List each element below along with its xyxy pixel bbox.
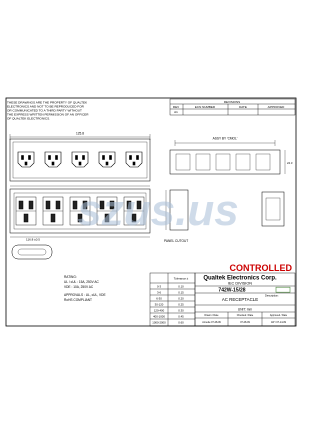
notice-line: THE EXPRESS WRITTEN PERMISSION OF AN OFFICER xyxy=(7,112,89,117)
tolerance-range: 30-120 xyxy=(154,302,164,307)
tolerance-range: 1000-2000 xyxy=(152,320,166,325)
approval-header: Approved / Date xyxy=(269,314,288,317)
tolerance-range: 3-6 xyxy=(156,290,162,295)
outlet xyxy=(18,152,34,167)
revisions-header: APPROVED xyxy=(267,104,285,109)
side-profile xyxy=(12,245,52,259)
tolerance-range: 400-1000 xyxy=(153,314,165,319)
outlet xyxy=(99,152,115,167)
panel-cutout-label: PANEL CUTOUT xyxy=(164,239,189,243)
assembly-label: ASSY BY 'CMOL' xyxy=(212,136,238,141)
tolerance-range: 0-3 xyxy=(156,284,162,289)
approval-header: Drawn / Date xyxy=(204,314,219,317)
tolerance-value: 0.60 xyxy=(178,320,184,325)
ratings-block xyxy=(64,275,106,302)
division-name: IEC DIVISION xyxy=(227,281,253,286)
tolerance-range: 120-400 xyxy=(153,308,165,313)
outlet xyxy=(72,152,88,167)
watermark: szus.us xyxy=(77,186,239,235)
part-number: 742W-15/28 xyxy=(218,287,246,294)
approval-value: 07-28-09 xyxy=(240,321,250,324)
revisions-header: DATE xyxy=(239,104,247,109)
controlled-stamp: CONTROLLED xyxy=(229,263,292,273)
revisions-cell: A1 xyxy=(174,110,178,114)
outlet xyxy=(126,152,142,167)
description: AC RECEPTACLE xyxy=(221,296,259,302)
notice-line: THESE DRAWINGS ARE THE PROPERTY OF QUALTEK xyxy=(7,100,88,105)
approval-value: Annette 07-28-09 xyxy=(202,321,221,324)
side-view xyxy=(170,140,285,174)
rating-line: RATING: xyxy=(64,275,77,279)
tolerance-value: 0.45 xyxy=(178,314,184,319)
revisions-header: REV xyxy=(172,104,180,109)
revisions-title: REVISIONS xyxy=(223,99,241,104)
tolerance-value: 0.25 xyxy=(178,302,184,307)
overall-width-label: 125.8 xyxy=(76,131,84,136)
outlet xyxy=(45,152,61,167)
side-height-label: 24.3 xyxy=(287,161,293,165)
tolerance-value: 0.10 xyxy=(178,284,184,289)
proprietary-notice xyxy=(7,101,89,121)
description-label: Description: xyxy=(265,294,279,298)
company-name: Qualtek Electronics Corp. xyxy=(203,275,277,282)
unit-label: UNIT: mm xyxy=(237,307,253,312)
rating-line: UL / cUL : 15A, 250V AC xyxy=(64,280,99,284)
approval-value: JW / 07-14-09 xyxy=(270,321,287,324)
rating-line: VDE : 10A, 250V AC xyxy=(64,285,94,289)
bottom-width-label: 116.8 ±0.5 xyxy=(26,237,40,242)
rating-line: RoHS COMPLIANT xyxy=(64,298,92,302)
revisions-header: ECN NUMBER xyxy=(194,104,216,109)
approval-header: Checked / Date xyxy=(236,314,254,317)
outlet-row-top xyxy=(18,152,142,167)
strip-outline xyxy=(10,139,150,181)
terminal-block xyxy=(16,197,36,225)
tolerance-value: 0.20 xyxy=(178,296,184,301)
terminal-block xyxy=(43,197,63,225)
notice-line: OF QUALTEK ELECTRONICS. xyxy=(7,116,51,121)
tolerance-header: Tolerance ± xyxy=(173,276,189,281)
tolerance-value: 0.15 xyxy=(178,290,184,295)
tolerance-value: 0.30 xyxy=(178,308,184,313)
tolerance-range: 6-30 xyxy=(156,296,162,301)
notice-line: ELECTRONICS AND NOT TO BE REPRODUCED FOR xyxy=(7,104,84,109)
approval-stamp-icon xyxy=(276,287,290,292)
notice-line: OR COMMUNICATED TO A THIRD PARTY WITHOUT xyxy=(7,108,82,113)
rating-line: APPROVALS : UL, cUL, VDE xyxy=(64,293,106,297)
